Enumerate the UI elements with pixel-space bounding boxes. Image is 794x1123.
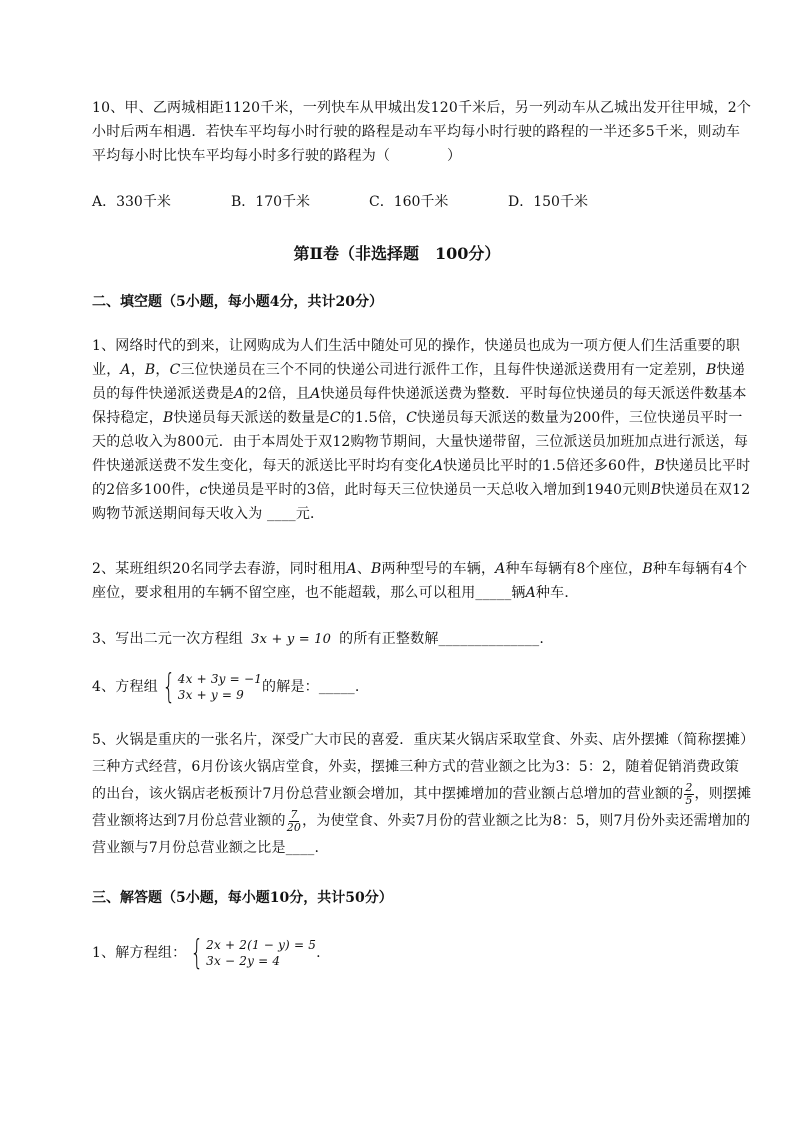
fill-q4-text: 的解是：_____. [262, 679, 360, 695]
solve-question-1 [92, 933, 752, 973]
fill-q2-text: 两种型号的车辆， [381, 561, 496, 577]
var: C [169, 362, 181, 378]
var: A [432, 458, 444, 474]
fill-in-heading: 二、填空题（5小题，每小题4分，共计20分） [92, 294, 383, 310]
brace-icon: { [190, 933, 204, 973]
fill-question-1 [92, 334, 752, 526]
fill-q2-text: 种车． [535, 585, 579, 601]
fill-question-4 [92, 667, 752, 707]
equation: 3x − 2y = 4 [206, 954, 281, 968]
var: B [642, 561, 653, 577]
equation-system [158, 667, 263, 707]
fill-q3-text: 3、写出二元一次方程组 [92, 631, 244, 647]
option-b: B．170千米 [231, 194, 311, 210]
option-d: D．150千米 [508, 194, 588, 210]
denominator: 20 [286, 820, 302, 834]
var: B [654, 458, 666, 474]
fill-question-3 [92, 627, 752, 652]
fill-question-5 [92, 727, 752, 862]
var: A [120, 362, 131, 378]
fraction [287, 809, 301, 834]
option-c: C．160千米 [369, 194, 449, 210]
fill-q1-text: 快递员每天派送的数量为200件，三位快递员平时一天的总收入为800元．由于本周处于双12购物节期间，大量快递带留，三位派送员加班加点进行派送，每件快递派送费不发生变化，每天的派送比平时均有变化 [92, 410, 749, 474]
var: A [346, 561, 357, 577]
fill-q1-text: 快递员每件快递派送费为整数．平时每位快递员的每天派送件数基本保持稳定， [92, 386, 747, 426]
equation: 3x + y = 10 [251, 632, 332, 647]
fill-q4-text: 4、方程组 [92, 679, 158, 695]
equation: 4x + 3y = −1 [177, 672, 263, 686]
fill-q1-text: 的2倍，且 [244, 386, 311, 402]
var: B [650, 482, 662, 498]
brace-icon: { [162, 667, 176, 707]
var: A [234, 386, 245, 402]
var: C [329, 410, 341, 426]
fill-q1-text: 快递员比平时的2倍多100件， [92, 458, 751, 498]
equation: 3x + y = 9 [177, 688, 244, 702]
var: B [705, 362, 717, 378]
fill-q1-text: 的1.5倍， [340, 410, 407, 426]
fill-q1-text: 快递员比平时的1.5倍还多60件， [443, 458, 655, 474]
var: c [199, 482, 208, 498]
fill-q1-text: 1、网络时代的到来，让网购成为人们生活中随处可见的操作，快递员也成为一项方便人们生活重要的职业， [92, 338, 741, 378]
fill-q1-text: 快递员的每件快递派送费是 [92, 362, 745, 402]
var: A [310, 386, 321, 402]
var: A [495, 561, 506, 577]
fraction [684, 782, 693, 807]
fill-q5-text: 5、火锅是重庆的一张名片，深受广大市民的喜爱．重庆某火锅店采取堂食、外卖、店外摆摊（简称摆摊）三种方式经营，6月份该火锅店堂食，外卖，摆摊三种方式的营业额之比为3：5：2，随着促销消费政策的出台，该火锅店老板预计7月份总营业额会增加，其中摆摊增加的营业额占总增加的营业额的 [92, 732, 748, 802]
solve-q1-text: 1、解方程组： [92, 945, 187, 961]
punct: ， [155, 362, 170, 378]
equation-system [186, 933, 317, 973]
fill-q1-text: 快递员在双12购物节派送期间每天收入为 ____元． [92, 482, 751, 522]
fill-q2-text: 种车每辆有8个座位， [505, 561, 643, 577]
part-2-title: 第Ⅱ卷（非选择题 100分） [293, 244, 501, 263]
fill-q2-text: 种车每辆有4个座位，要求租用的车辆不留空座，也不能超载，那么可以租用_____辆 [92, 561, 748, 601]
solve-heading: 三、解答题（5小题，每小题10分，共计50分） [92, 890, 393, 906]
fill-q1-text: 三位快递员在三个不同的快递公司进行派件工作，且每件快递派送费用有一定差别， [180, 362, 706, 378]
var: B [163, 410, 174, 426]
var: C [406, 410, 418, 426]
var: B [144, 362, 156, 378]
numerator: 2 [685, 780, 693, 794]
fill-q2-text: 2、某班组织20名同学去春游，同时租用 [92, 561, 347, 577]
equation: 2x + 2(1 − y) = 5 [206, 938, 317, 952]
punct: 、 [356, 561, 372, 577]
fill-question-2 [92, 557, 752, 605]
fill-q5-text: ，则摆摊营业额将达到7月份总营业额的 [92, 786, 752, 829]
question-10 [92, 96, 752, 168]
fill-q1-text: 快递员每天派送的数量是 [173, 410, 330, 426]
fill-q1-text: 快递员是平时的3倍，此时每天三位快递员一天总收入增加到1940元则 [207, 482, 651, 498]
fill-q3-text: 的所有正整数解______________. [339, 631, 544, 647]
fill-q5-text: ，为使堂食、外卖7月份的营业额之比为8：5，则7月份外卖还需增加的营业额与7月份总营业额之比是____. [92, 813, 751, 856]
solve-q1-text: . [316, 945, 321, 961]
punct: ， [130, 362, 145, 378]
option-a: A．330千米 [92, 194, 171, 210]
numerator: 7 [290, 807, 298, 821]
question-10-text: 10、甲、乙两城相距1120千米，一列快车从甲城出发120千米后，另一列动车从乙城出发开往甲城，2个小时后两车相遇．若快车平均每小时行驶的路程是动车平均每小时行驶的路程的一半还多5千米，则动车平均每小时比快车平均每小时多行驶的路程为（ ） [92, 100, 752, 164]
var: A [525, 585, 536, 601]
denominator: 5 [685, 793, 693, 807]
var: B [371, 561, 382, 577]
